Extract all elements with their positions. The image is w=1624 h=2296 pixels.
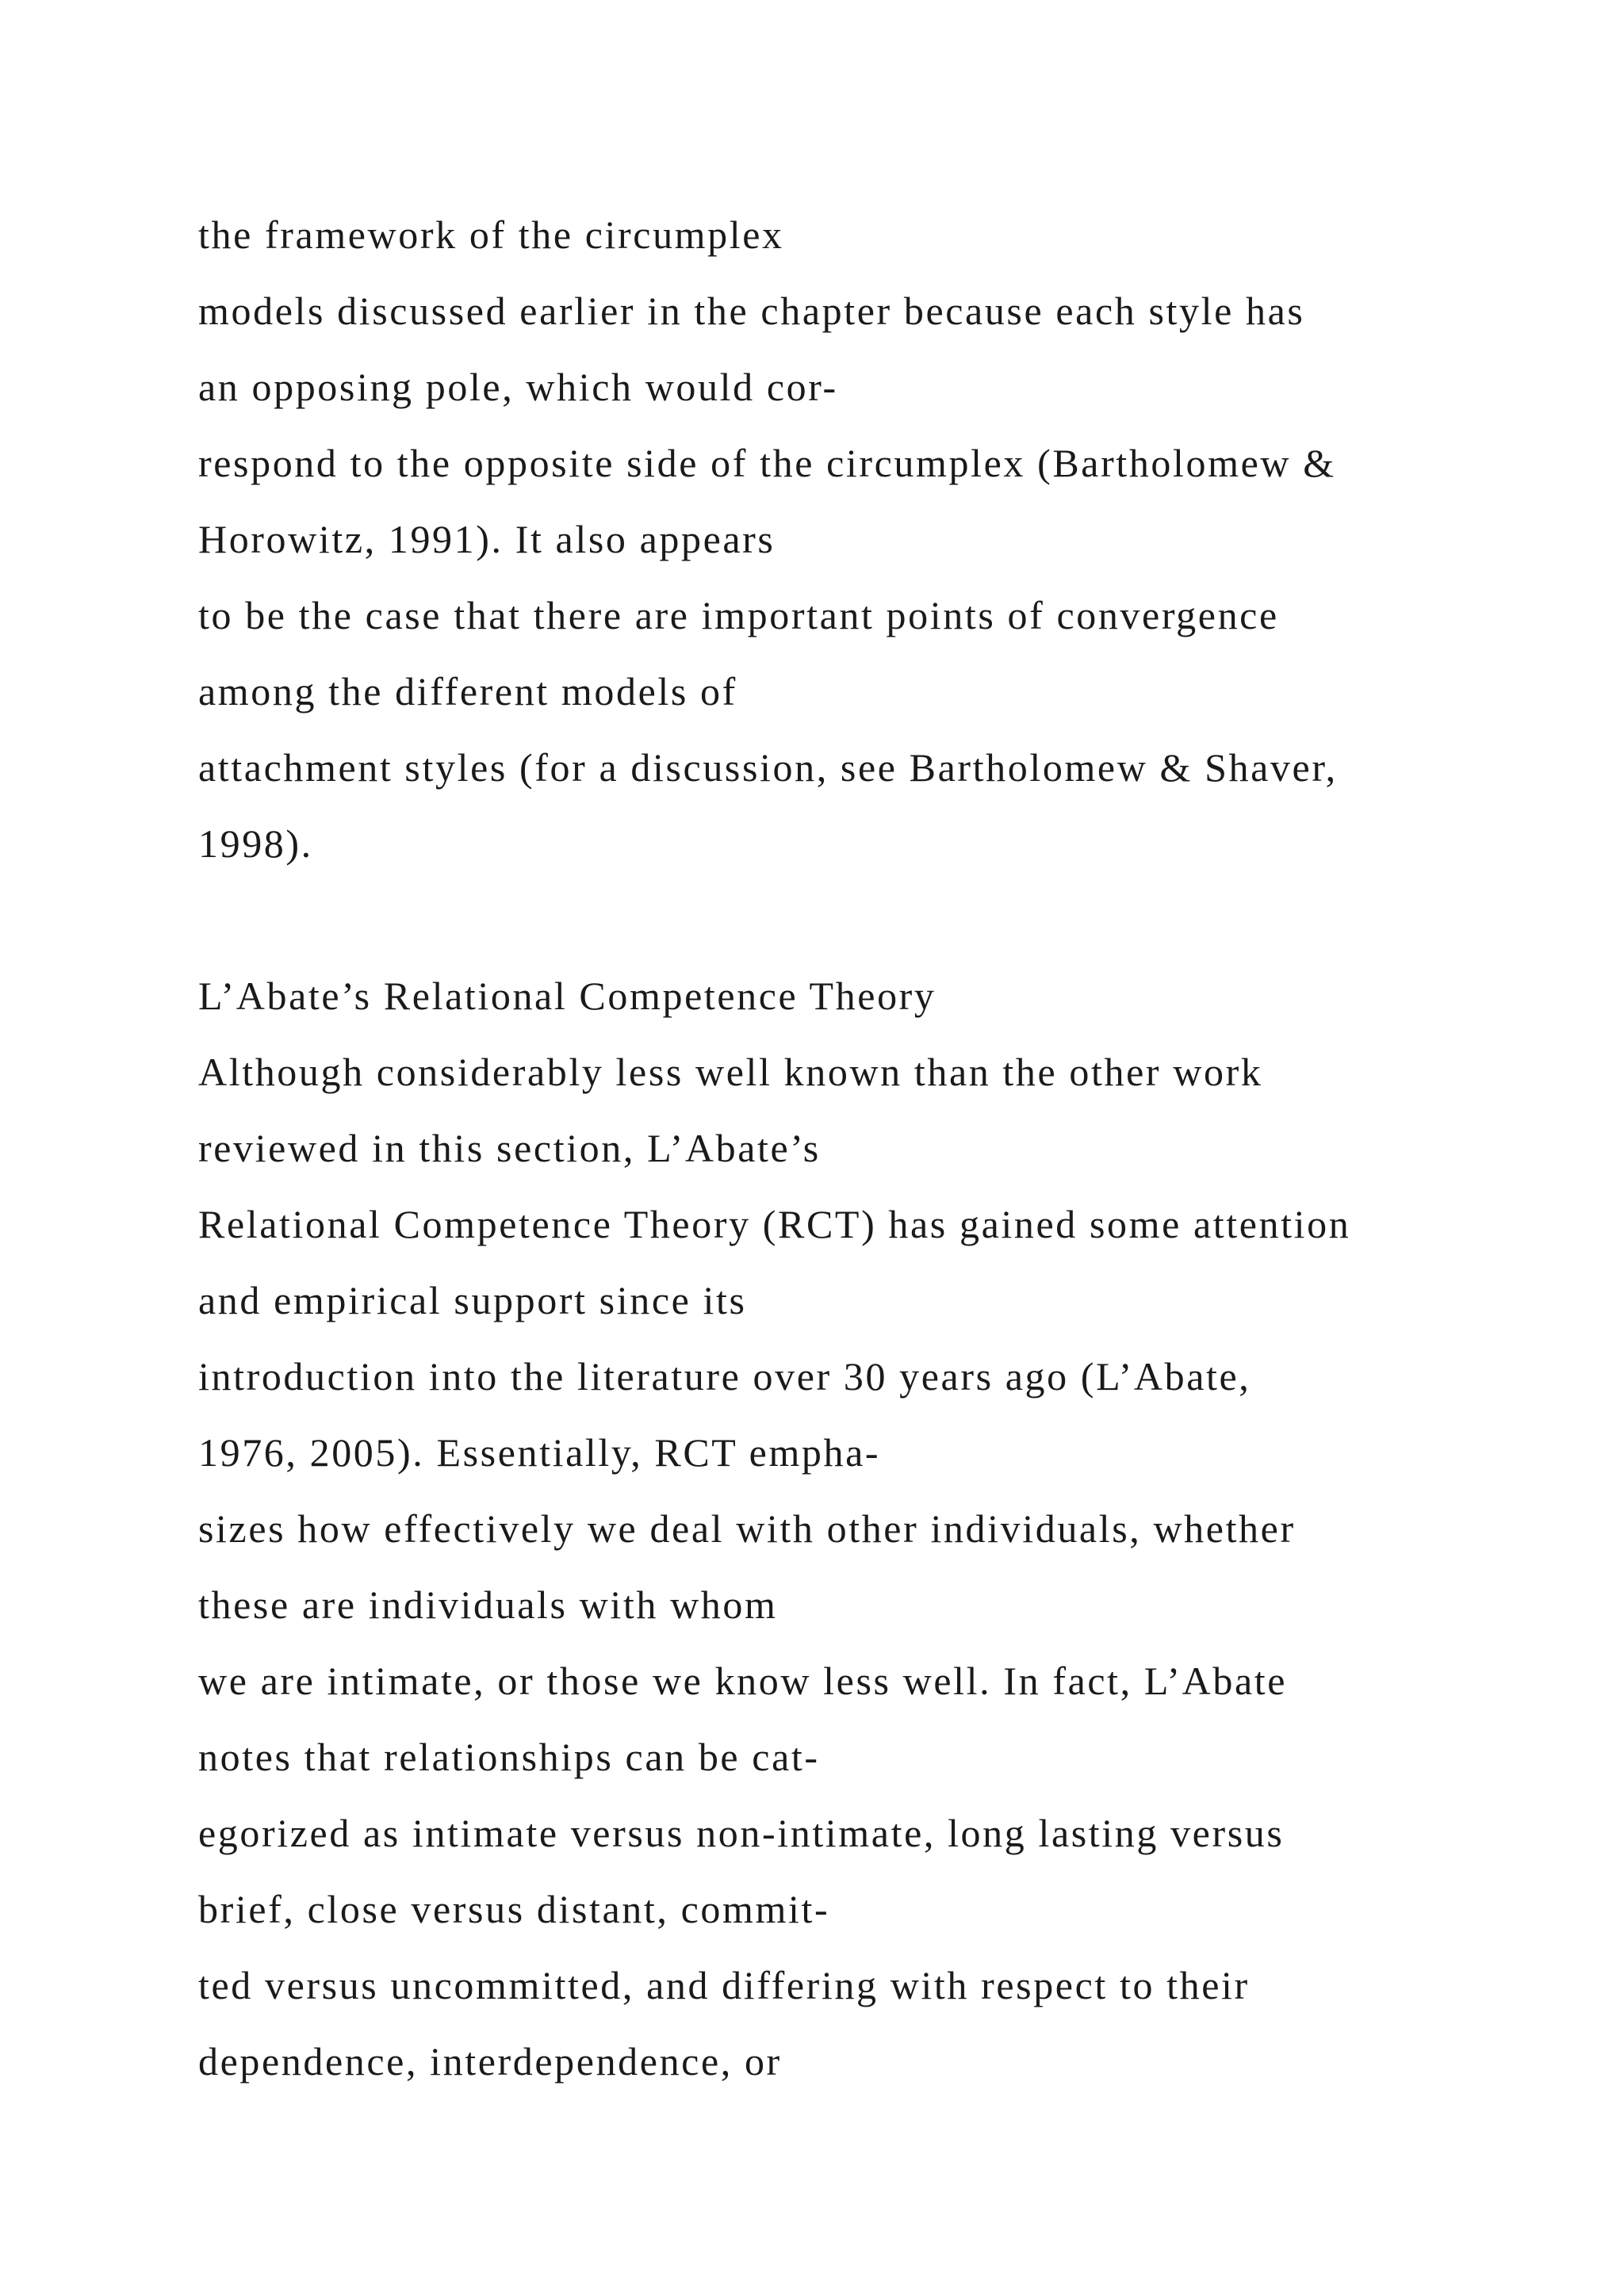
text-line: sizes how effectively we deal with other individuals, whether: [198, 1506, 1296, 1551]
text-line: respond to the opposite side of the circumplex (Bartholomew &: [198, 441, 1336, 485]
text-line: dependence, interdependence, or: [198, 2039, 782, 2084]
text-line: and empirical support since its: [198, 1278, 747, 1322]
text-line: the framework of the circumplex: [198, 212, 784, 257]
text-line: models discussed earlier in the chapter because each style has: [198, 289, 1305, 333]
document-body: [198, 197, 1594, 2099]
text-line: 1998).: [198, 821, 313, 866]
text-line: egorized as intimate versus non-intimate, long lasting versus: [198, 1811, 1285, 1855]
text-line: reviewed in this section, L’Abate’s: [198, 1126, 821, 1170]
text-line: to be the case that there are important points of convergence: [198, 593, 1279, 637]
text-line: introduction into the literature over 30 years ago (L’Abate,: [198, 1354, 1251, 1399]
text-line: 1976, 2005). Essentially, RCT empha-: [198, 1430, 881, 1475]
text-line: Relational Competence Theory (RCT) has gained some attention: [198, 1202, 1351, 1246]
text-line: attachment styles (for a discussion, see Bartholomew & Shaver,: [198, 745, 1338, 790]
text-line: among the different models of: [198, 669, 737, 714]
text-line: notes that relationships can be cat-: [198, 1735, 820, 1779]
section-heading: L’Abate’s Relational Competence Theory: [198, 974, 936, 1018]
text-line: ted versus uncommitted, and differing with respect to their: [198, 1963, 1250, 2007]
text-line: brief, close versus distant, commit-: [198, 1887, 830, 1931]
text-line: these are individuals with whom: [198, 1582, 778, 1627]
text-line: an opposing pole, which would cor-: [198, 365, 838, 409]
paragraph-spacer: [198, 882, 1594, 958]
text-line: Although considerably less well known than the other work: [198, 1050, 1263, 1094]
text-line: we are intimate, or those we know less well. In fact, L’Abate: [198, 1659, 1288, 1703]
text-line: Horowitz, 1991). It also appears: [198, 517, 776, 561]
